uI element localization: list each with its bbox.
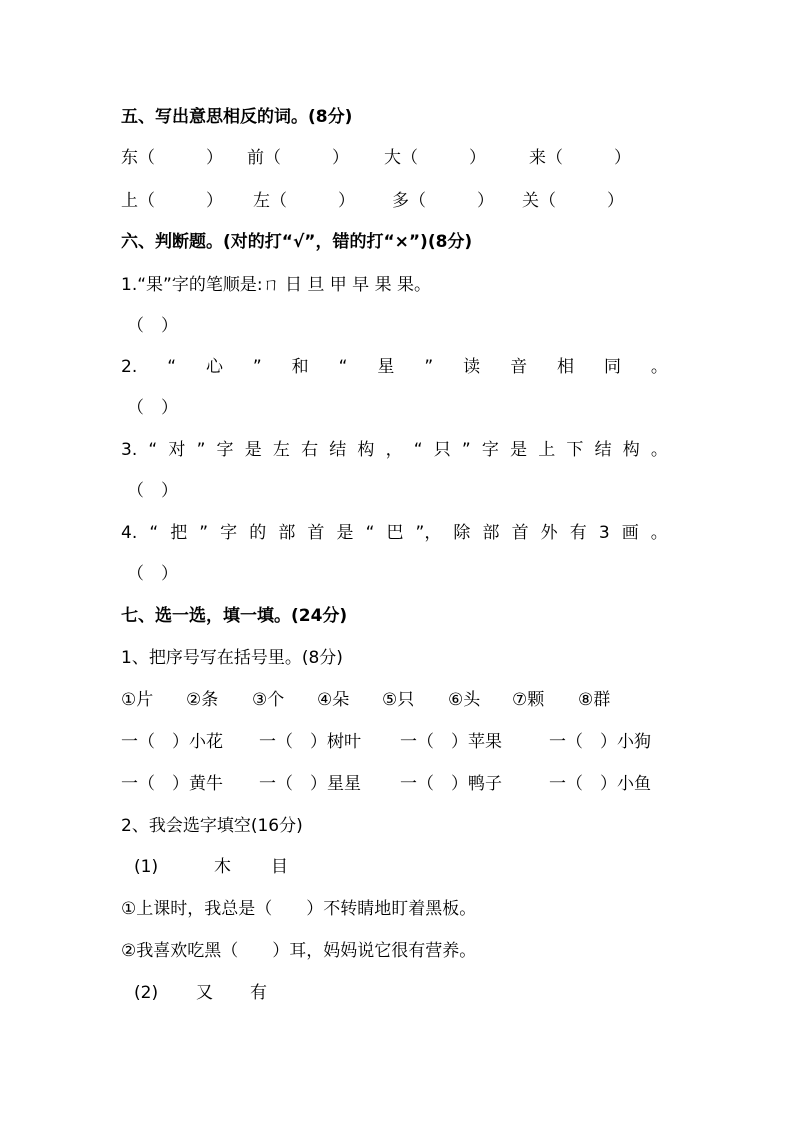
q3-token: 字 (216, 440, 234, 460)
fill-item: 一（ ）苹果 (400, 732, 502, 752)
q4-token: 3 (598, 523, 610, 543)
q4-token: “ (149, 523, 159, 543)
q3-token: ” (461, 440, 471, 460)
fill-item: 一（ ）小鱼 (549, 774, 651, 794)
q3-token: 3. (121, 440, 138, 460)
antonym-item: 关（ ） (522, 191, 624, 211)
q4-token: 画 (621, 523, 639, 543)
q2-token: “ (338, 357, 348, 377)
answer-bracket: （ ） (127, 316, 178, 336)
q4-token: 把 (170, 523, 188, 543)
q3-token: 构 (622, 440, 640, 460)
q3-token: “ (148, 440, 158, 460)
q2-token: 和 (291, 357, 309, 377)
measure-word-option: ⑤只 (382, 690, 415, 710)
q4-token: 是 (336, 523, 354, 543)
fill-item: 一（ ）鸭子 (400, 774, 502, 794)
q3-token: 构 (357, 440, 375, 460)
q2-token: 同 (603, 357, 621, 377)
q3-token: 字 (481, 440, 499, 460)
measure-word-option: ④朵 (317, 690, 350, 710)
section5-heading: 五、写出意思相反的词。(8分) (121, 107, 353, 127)
measure-word-option: ⑧群 (578, 690, 611, 710)
answer-bracket: （ ） (127, 564, 178, 584)
q3-token: 结 (329, 440, 347, 460)
q4-token: 字 (220, 523, 238, 543)
answer-bracket: （ ） (127, 398, 178, 418)
question-2 (121, 357, 668, 377)
section7-heading: 七、选一选，填一填。(24分) (121, 606, 348, 626)
antonym-item: 前（ ） (247, 148, 349, 168)
q3-token: “ (413, 440, 423, 460)
q3-token: 是 (244, 440, 262, 460)
fill-item: 一（ ）黄牛 (121, 774, 223, 794)
q2-token: 读 (463, 357, 481, 377)
q4-token: 的 (249, 523, 267, 543)
q2-token: 心 (205, 357, 223, 377)
measure-word-option: ①片 (121, 690, 154, 710)
antonym-item: 左（ ） (253, 191, 355, 211)
q4-token: 巴 (386, 523, 404, 543)
q4-token: 有 (569, 523, 587, 543)
sentence-1: ①上课时，我总是（ ）不转睛地盯着黑板。 (121, 899, 477, 919)
q3-token: ” (196, 440, 206, 460)
answer-bracket: （ ） (127, 481, 178, 501)
q4-token: 部 (482, 523, 500, 543)
q2-token: 相 (557, 357, 575, 377)
q3-token: ， (385, 440, 403, 460)
q4-token: 部 (278, 523, 296, 543)
measure-word-option: ②条 (186, 690, 219, 710)
q4-token: ” (199, 523, 209, 543)
question-1: 1.“果”字的笔顺是:ㄇ 日 旦 甲 早 果 果。 (121, 275, 431, 295)
q3-token: 右 (301, 440, 319, 460)
q2-token: 2. (121, 357, 138, 377)
part1-title: 1、把序号写在括号里。(8分) (121, 648, 343, 668)
q4-token: 外 (540, 523, 558, 543)
measure-word-option: ③个 (252, 690, 285, 710)
q3-token: 结 (594, 440, 612, 460)
q4-token: 首 (511, 523, 529, 543)
q2-token: ” (424, 357, 434, 377)
antonym-item: 来（ ） (529, 148, 631, 168)
group2-label: (2) (134, 983, 159, 1003)
q3-token: 下 (566, 440, 584, 460)
q3-token: 是 (510, 440, 528, 460)
q2-token: “ (167, 357, 176, 377)
antonym-item: 多（ ） (392, 191, 494, 211)
group1-label: (1) (134, 857, 159, 877)
q3-token: 对 (168, 440, 186, 460)
antonym-item: 上（ ） (121, 191, 223, 211)
group1-char: 木 (214, 857, 231, 877)
fill-item: 一（ ）小狗 (549, 732, 651, 752)
fill-item: 一（ ）小花 (121, 732, 223, 752)
fill-item: 一（ ）树叶 (259, 732, 361, 752)
q3-token: 上 (538, 440, 556, 460)
q2-token: 。 (650, 357, 668, 377)
q4-token: 。 (650, 523, 668, 543)
question-3 (121, 440, 668, 460)
q3-token: 左 (272, 440, 290, 460)
measure-word-option: ⑦颗 (512, 690, 545, 710)
antonym-item: 大（ ） (384, 148, 486, 168)
antonym-item: 东（ ） (121, 148, 223, 168)
q4-token: 除 (453, 523, 471, 543)
group2-char: 有 (250, 983, 267, 1003)
q2-token: 音 (510, 357, 528, 377)
group1-char: 目 (271, 857, 288, 877)
measure-word-option: ⑥头 (448, 690, 481, 710)
q3-token: 。 (650, 440, 668, 460)
q4-token: “ (365, 523, 375, 543)
q2-token: 星 (377, 357, 395, 377)
q4-token: 4. (121, 523, 138, 543)
fill-item: 一（ ）星星 (259, 774, 361, 794)
group2-char: 又 (196, 983, 213, 1003)
sentence-2: ②我喜欢吃黑（ ）耳，妈妈说它很有营养。 (121, 941, 477, 961)
q4-token: ”， (415, 523, 442, 543)
q3-token: 只 (433, 440, 451, 460)
q4-token: 首 (307, 523, 325, 543)
q2-token: ” (252, 357, 262, 377)
part2-title: 2、我会选字填空(16分) (121, 816, 303, 836)
section6-heading: 六、判断题。(对的打“√”，错的打“×”)(8分) (121, 232, 473, 252)
question-4 (121, 523, 668, 543)
